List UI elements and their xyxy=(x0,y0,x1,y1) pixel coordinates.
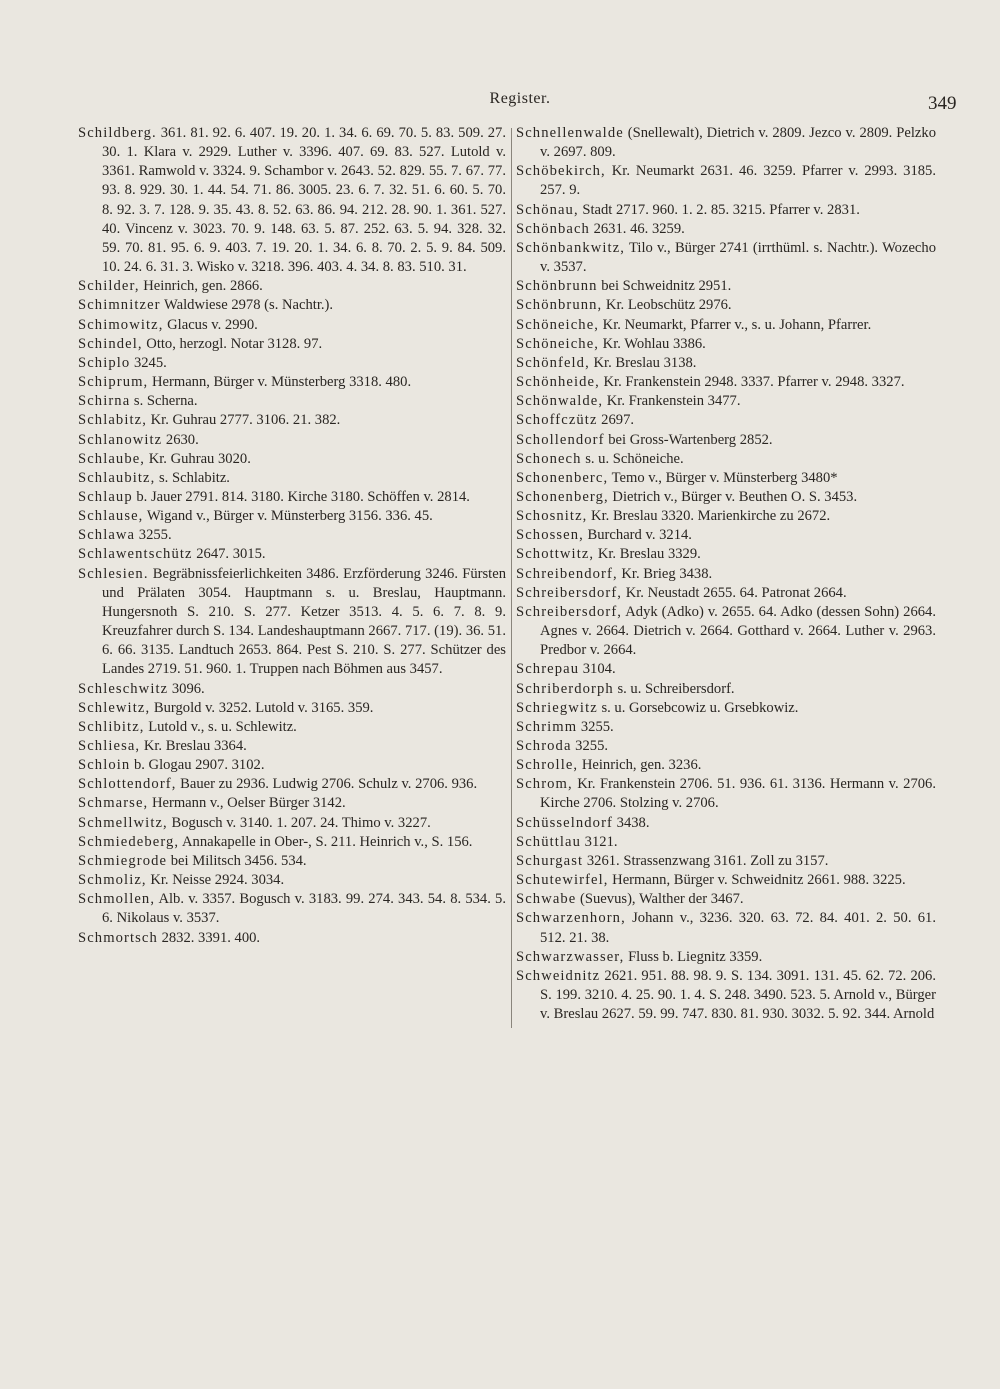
index-entry xyxy=(516,603,936,660)
entry-headword: Schonenberc, xyxy=(516,469,609,486)
entry-headword: Schonenberg, xyxy=(516,488,609,505)
index-entry xyxy=(516,277,936,296)
entry-references: Bauer zu 2936. Ludwig 2706. Schulz v. 2706. 936. xyxy=(176,776,478,793)
entry-references: Burgold v. 3252. Lutold v. 3165. 359. xyxy=(150,699,374,716)
index-entry xyxy=(78,124,506,277)
entry-headword: Schlause, xyxy=(78,508,144,525)
entry-headword: Schleschwitz xyxy=(78,680,169,697)
entry-headword: Schimowitz, xyxy=(78,316,164,333)
index-entry xyxy=(516,565,936,584)
entry-references: Kr. Guhrau 2777. 3106. 21. 382. xyxy=(146,412,341,429)
index-entry xyxy=(516,660,936,679)
entry-headword: Schlaubitz, xyxy=(78,469,156,486)
entry-headword: Schrimm xyxy=(516,718,578,735)
entry-headword: Schliesa, xyxy=(78,738,141,754)
entry-headword: Schlawa xyxy=(78,527,136,544)
entry-headword: Schönbrunn xyxy=(516,278,598,295)
entry-headword: Schlesien. xyxy=(78,565,149,582)
index-entry xyxy=(78,871,506,890)
index-entry xyxy=(78,488,506,507)
index-entry xyxy=(516,584,936,603)
index-entry xyxy=(78,507,506,526)
index-entry xyxy=(78,316,506,335)
entry-headword: Schmoliz, xyxy=(78,872,147,889)
page-number: 349 xyxy=(928,93,957,114)
entry-headword: Schloin xyxy=(78,757,131,774)
entry-headword: Schönbach xyxy=(516,220,590,237)
entry-references: 2631. 46. 3259. xyxy=(589,220,685,237)
entry-references: Kr. Breslau 3364. xyxy=(140,738,247,754)
entry-headword: Schreibersdorf, xyxy=(516,584,623,601)
index-entry xyxy=(516,756,936,775)
index-entry xyxy=(516,680,936,699)
entry-references: Glacus v. 2990. xyxy=(163,316,258,333)
entry-headword: Schmarse, xyxy=(78,795,149,812)
index-entry xyxy=(78,335,506,354)
entry-headword: Schmiedeberg, xyxy=(78,833,180,850)
entry-headword: Schollendorf xyxy=(516,431,605,448)
entry-references: Heinrich, gen. 2866. xyxy=(139,278,263,295)
entry-headword: Schöneiche, xyxy=(516,335,600,352)
index-entry xyxy=(516,239,936,277)
entry-references: 361. 81. 92. 6. 407. 19. 20. 1. 34. 6. 69. 70. 5. 83. 509. 27. 30. 1. Klara v. 2929. Luther v. 3396. 407. 69. 83. 527. Lutold v. 3361. Ramwold v. 3324. 9. Schambor v. 2643. 52. 829. 55. 7. 67. 77. 93. 8. 929. 30. 1. 44. 54. 71. 86. 3005. 23. 6. 7. 32. 51. 6. 60. 5. 70. 8. 92. 3. 7. 128. 9. 35. 43. 8. 52. 63. 86. 94. 212. 28. 90. 1. 361. 527. 40. Vincenz v. 3023. 70. 9. 148. 63. 5. 87. 252. 63. 5. 94. 328. 32. 59. 70. 81. 95. 6. 9. 403. 7. 19. 20. 1. 34. 6. 8. 70. 2. 5. 9. 84. 509. 10. 24. 6. 31. 3. Wisko v. 3218. 396. 403. 4. 34. 8. 83. 510. 31. xyxy=(102,125,506,276)
entry-references: 2647. 3015. xyxy=(192,546,266,563)
entry-headword: Schrepau xyxy=(516,661,580,678)
entry-references: Kr. Guhrau 3020. xyxy=(145,450,251,467)
entry-references: s. u. Schreibersdorf. xyxy=(613,680,735,697)
entry-headword: Schlewitz, xyxy=(78,699,151,716)
entry-headword: Schreibersdorf, xyxy=(516,603,623,620)
entry-headword: Schlawentschütz xyxy=(78,546,193,563)
index-entry xyxy=(516,967,936,1024)
index-entry xyxy=(516,814,936,833)
index-entry xyxy=(516,335,936,354)
entry-references: Kr. Frankenstein 3477. xyxy=(603,393,741,410)
entry-headword: Schlabitz, xyxy=(78,412,147,429)
index-entry xyxy=(78,756,506,775)
index-entry xyxy=(78,718,506,737)
entry-headword: Schönbrunn, xyxy=(516,297,603,314)
index-entry xyxy=(78,775,506,794)
index-entry xyxy=(78,565,506,680)
entry-references: bei Schweidnitz 2951. xyxy=(597,278,732,295)
index-entry xyxy=(516,469,936,488)
entry-headword: Schimnitzer xyxy=(78,297,161,314)
index-entry xyxy=(78,852,506,871)
index-entry xyxy=(78,431,506,450)
entry-headword: Schrolle, xyxy=(516,757,579,774)
entry-references: b. Glogau 2907. 3102. xyxy=(130,757,265,774)
entry-references: Kr. Breslau 3138. xyxy=(589,354,697,371)
index-entry xyxy=(78,277,506,296)
index-entry xyxy=(78,526,506,545)
index-entry xyxy=(516,220,936,239)
entry-headword: Schlaube, xyxy=(78,450,146,467)
entry-references: Kr. Frankenstein 2948. 3337. Pfarrer v. 2948. 3327. xyxy=(599,374,905,391)
entry-headword: Schoffczütz xyxy=(516,412,598,429)
entry-references: Kr. Brieg 3438. xyxy=(617,565,713,582)
entry-headword: Schindel, xyxy=(78,335,143,352)
index-entry xyxy=(516,775,936,813)
entry-headword: Schottwitz, xyxy=(516,546,595,563)
running-header: Register. xyxy=(489,90,551,107)
index-entry xyxy=(78,737,506,756)
entry-references: (Suevus), Walther der 3467. xyxy=(576,891,744,908)
entry-headword: Schutewirfel, xyxy=(516,872,609,889)
entry-headword: Schlottendorf, xyxy=(78,776,177,793)
entry-references: Hermann, Bürger v. Schweidnitz 2661. 988. 3225. xyxy=(608,872,906,889)
index-entry xyxy=(516,871,936,890)
entry-references: 3121. xyxy=(581,833,618,850)
entry-references: Kr. Breslau 3329. xyxy=(594,546,701,563)
left-column xyxy=(78,124,506,948)
index-entry xyxy=(78,699,506,718)
index-entry xyxy=(516,545,936,564)
index-entry xyxy=(78,794,506,813)
entry-headword: Schiplo xyxy=(78,354,131,371)
entry-references: Wigand v., Bürger v. Münsterberg 3156. 336. 45. xyxy=(143,508,433,525)
entry-headword: Schriberdorph xyxy=(516,680,614,697)
entry-headword: Schroda xyxy=(516,738,572,754)
index-entry xyxy=(78,411,506,430)
index-entry xyxy=(516,833,936,852)
entry-references: b. Jauer 2791. 814. 3180. Kirche 3180. Schöffen v. 2814. xyxy=(132,488,470,505)
entry-references: 3096. xyxy=(168,680,205,697)
entry-references: 3104. xyxy=(579,661,616,678)
entry-headword: Schönfeld, xyxy=(516,354,590,371)
right-column xyxy=(516,124,936,1024)
entry-headword: Schossen, xyxy=(516,527,584,544)
entry-headword: Schwabe xyxy=(516,891,577,908)
index-entry xyxy=(78,373,506,392)
index-entry xyxy=(516,316,936,335)
entry-headword: Schriegwitz xyxy=(516,699,598,716)
index-entry xyxy=(516,852,936,871)
index-entry xyxy=(516,718,936,737)
entry-headword: Schilder, xyxy=(78,278,140,295)
entry-headword: Schosnitz, xyxy=(516,508,588,525)
entry-headword: Schönbankwitz, xyxy=(516,239,626,256)
entry-references: s. u. Schöneiche. xyxy=(581,450,684,467)
entry-references: Stadt 2717. 960. 1. 2. 85. 3215. Pfarrer v. 2831. xyxy=(578,201,860,218)
entry-headword: Schmollen, xyxy=(78,891,156,908)
index-entry xyxy=(78,392,506,411)
entry-references: Begräbnissfeierlichkeiten 3486. Erzförderung 3246. Fürsten und Prälaten 3054. Hauptmann s. u. Breslau, Hauptmann. Hungersnoth S. 210. S. 277. Ketzer 3513. 4. 5. 6. 7. 8. 9. Kreuzfahrer durch S. 134. Landeshauptmann 2667. 717. (19). 36. 51. 6. 66. 3135. Landtuch 2653. 864. Pest S. 210. S. 277. Schützer des Landes 2719. 51. 960. 1. Truppen nach Böhmen aus 3457. xyxy=(102,565,506,678)
entry-references: Bogusch v. 3140. 1. 207. 24. Thimo v. 3227. xyxy=(167,814,431,831)
entry-headword: Schmellwitz, xyxy=(78,814,168,831)
entry-references: 2832. 3391. 400. xyxy=(157,929,261,946)
entry-references: Annakapelle in Ober-, S. 211. Heinrich v., S. 156. xyxy=(179,833,473,850)
entry-references: Waldwiese 2978 (s. Nachtr.). xyxy=(160,297,334,314)
index-entry xyxy=(516,296,936,315)
entry-references: 3255. xyxy=(577,718,614,735)
index-entry xyxy=(516,392,936,411)
entry-headword: Schwarzwasser, xyxy=(516,948,625,965)
entry-references: 3438. xyxy=(613,814,650,831)
index-entry xyxy=(516,354,936,373)
entry-headword: Schweidnitz xyxy=(516,967,601,984)
entry-headword: Schirna xyxy=(78,393,131,410)
index-entry xyxy=(516,507,936,526)
entry-headword: Schrom, xyxy=(516,776,573,793)
index-entry xyxy=(516,124,936,162)
index-entry xyxy=(78,354,506,373)
entry-references: Heinrich, gen. 3236. xyxy=(578,757,702,774)
entry-references: 2697. xyxy=(597,412,635,429)
entry-references: Adyk (Adko) v. 2655. 64. Adko (dessen Sohn) 2664. Agnes v. 2664. Dietrich v. 2664. Gotthard v. 2664. Luther v. 2963. Predbor v. 2664. xyxy=(540,603,936,659)
entry-headword: Schnellenwalde xyxy=(516,125,624,141)
entry-references: Kr. Wohlau 3386. xyxy=(599,335,706,352)
entry-references: Kr. Breslau 3320. Marienkirche zu 2672. xyxy=(587,508,831,525)
entry-references: Kr. Leobschütz 2976. xyxy=(602,297,732,314)
entry-headword: Schmiegrode xyxy=(78,852,168,869)
entry-references: 2630. xyxy=(162,431,199,448)
entry-references: (Snellewalt), Dietrich v. 2809. Jezco v. 2809. Pelzko v. 2697. 809. xyxy=(540,125,936,161)
entry-references: 3255. xyxy=(571,738,609,754)
index-entry xyxy=(516,201,936,220)
entry-headword: Schildberg. xyxy=(78,125,157,141)
entry-headword: Schurgast xyxy=(516,852,584,869)
entry-references: 3261. Strassenzwang 3161. Zoll zu 3157. xyxy=(583,852,829,869)
index-entry xyxy=(516,373,936,392)
entry-references: Hermann v., Oelser Bürger 3142. xyxy=(148,795,346,812)
index-entry xyxy=(516,737,936,756)
index-entry xyxy=(78,833,506,852)
entry-references: Dietrich v., Bürger v. Beuthen O. S. 3453. xyxy=(608,488,858,505)
index-entry xyxy=(516,526,936,545)
index-entry xyxy=(516,411,936,430)
index-entry xyxy=(516,488,936,507)
index-entry xyxy=(516,890,936,909)
entry-references: Kr. Frankenstein 2706. 51. 936. 61. 3136. Hermann v. 2706. Kirche 2706. Stolzing v. 2706. xyxy=(540,776,936,812)
index-entry xyxy=(516,948,936,967)
index-entry xyxy=(516,450,936,469)
entry-references: Hermann, Bürger v. Münsterberg 3318. 480. xyxy=(148,374,412,391)
entry-headword: Schüttlau xyxy=(516,833,582,850)
entry-headword: Schlaup xyxy=(78,488,133,505)
entry-headword: Schöbekirch, xyxy=(516,163,606,180)
entry-references: 3255. xyxy=(135,527,172,544)
index-entry xyxy=(78,296,506,315)
entry-references: Kr. Neisse 2924. 3034. xyxy=(146,872,285,889)
entry-references: Temo v., Bürger v. Münsterberg 3480* xyxy=(608,469,838,486)
entry-headword: Schmortsch xyxy=(78,929,158,946)
entry-references: Kr. Neustadt 2655. 64. Patronat 2664. xyxy=(622,584,847,601)
entry-headword: Schönwalde, xyxy=(516,393,604,410)
entry-references: Kr. Neumarkt 2631. 46. 3259. Pfarrer v. 2993. 3185. 257. 9. xyxy=(540,163,936,199)
entry-references: Kr. Neumarkt, Pfarrer v., s. u. Johann, Pfarrer. xyxy=(599,316,872,333)
entry-references: Johann v., 3236. 320. 63. 72. 84. 401. 2. 50. 61. 512. 21. 38. xyxy=(540,910,936,946)
entry-references: Burchard v. 3214. xyxy=(583,527,692,544)
entry-references: 3245. xyxy=(130,354,167,371)
entry-references: Alb. v. 3357. Bogusch v. 3183. 99. 274. 343. 54. 8. 534. 5. 6. Nikolaus v. 3537. xyxy=(102,891,506,927)
entry-references: 2621. 951. 88. 98. 9. S. 134. 3091. 131. 45. 62. 72. 206. S. 199. 3210. 4. 25. 90. 1. 4. S. 248. 3490. 523. 5. Arnold v., Bürger v. Breslau 2627. 59. 99. 747. 830. 81. 930. 3032. 5. 92. 344. Arnold xyxy=(540,967,936,1023)
entry-references: s. Schlabitz. xyxy=(155,469,230,486)
index-entry xyxy=(78,469,506,488)
column-divider xyxy=(511,128,512,1028)
index-entry xyxy=(516,699,936,718)
entry-headword: Schlibitz, xyxy=(78,718,145,735)
entry-references: bei Gross-Wartenberg 2852. xyxy=(604,431,773,448)
entry-references: Lutold v., s. u. Schlewitz. xyxy=(144,718,297,735)
entry-headword: Schönheide, xyxy=(516,374,600,391)
index-entry xyxy=(516,431,936,450)
entry-references: bei Militsch 3456. 534. xyxy=(167,852,307,869)
index-entry xyxy=(78,680,506,699)
index-entry xyxy=(78,814,506,833)
entry-references: Otto, herzogl. Notar 3128. 97. xyxy=(142,335,323,352)
entry-headword: Schönau, xyxy=(516,201,579,218)
index-entry xyxy=(516,162,936,200)
index-entry xyxy=(78,450,506,469)
entry-headword: Schiprum, xyxy=(78,374,149,391)
entry-headword: Schonech xyxy=(516,450,582,467)
entry-headword: Schöneiche, xyxy=(516,316,600,333)
entry-references: s. u. Gorsebcowiz u. Grsebkowiz. xyxy=(597,699,799,716)
index-entry xyxy=(78,929,506,948)
entry-headword: Schwarzenhorn, xyxy=(516,910,626,927)
entry-references: Tilo v., Bürger 2741 (irrthüml. s. Nachtr.). Wozecho v. 3537. xyxy=(540,239,936,276)
index-entry xyxy=(78,890,506,928)
index-entry xyxy=(78,545,506,564)
entry-headword: Schüsselndorf xyxy=(516,814,613,831)
entry-references: s. Scherna. xyxy=(130,393,198,410)
entry-headword: Schlanowitz xyxy=(78,431,163,448)
entry-references: Fluss b. Liegnitz 3359. xyxy=(624,948,763,965)
index-entry xyxy=(516,909,936,947)
entry-headword: Schreibendorf, xyxy=(516,565,618,582)
